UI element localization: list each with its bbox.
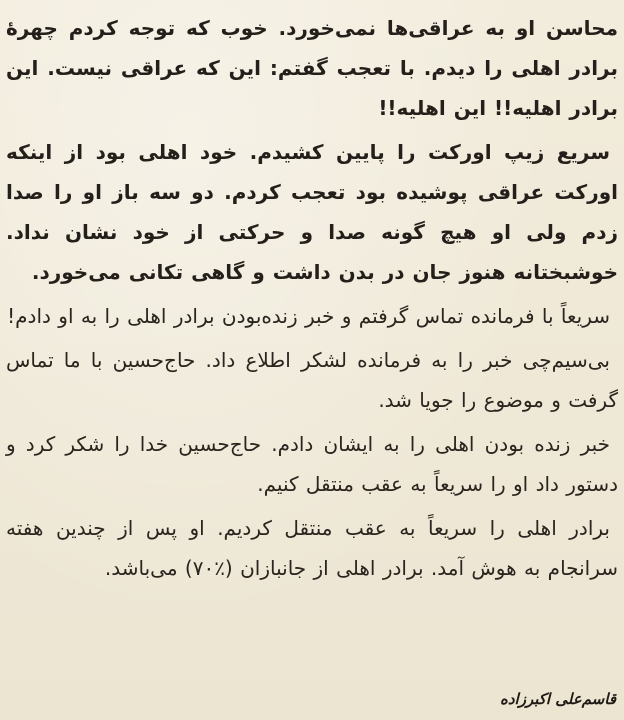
story-text xyxy=(6,8,618,592)
paragraph-2: سریع زیپ اورکت را پایین کشیدم. خود اهلی بود از اینکه اورکت عراقی پوشیده بود تعجب کردم. دو سه باز او را صدا زدم ولی او هیچ گونه صدا و حرکتی از خود نشان نداد. خوشبختانه هنوز جان در بدن داشت و گاهی تکانی می‌خورد. xyxy=(6,140,618,284)
paragraph-5: خبر زنده بودن اهلی را به ایشان دادم. حاج‌حسین خدا را شکر کرد و دستور داد او را سریعاً به عقب منتقل کنیم. xyxy=(6,432,618,496)
paragraph-6: برادر اهلی را سریعاً به عقب منتقل کردیم. او پس از چندین هفته سرانجام به هوش آمد. برادر اهلی از جانبازان (٪۷۰) می‌باشد. xyxy=(6,516,618,580)
paragraph-3: سریعاً با فرمانده تماس گرفتم و خبر زنده‌بودن برادر اهلی را به او دادم! xyxy=(7,304,610,328)
author-name: قاسم‌علی اکبرزاده xyxy=(500,690,616,708)
paragraph-4: بی‌سیم‌چی خبر را به فرمانده لشکر اطلاع داد. حاج‌حسین با ما تماس گرفت و موضوع را جویا شد. xyxy=(6,348,618,412)
paragraph-1: محاسن او به عراقی‌ها نمی‌خورد. خوب که توجه کردم چهرهٔ برادر اهلی را دیدم. با تعجب گفتم: این که عراقی نیست. این برادر اهلیه!! این اهلیه!! xyxy=(6,16,618,120)
